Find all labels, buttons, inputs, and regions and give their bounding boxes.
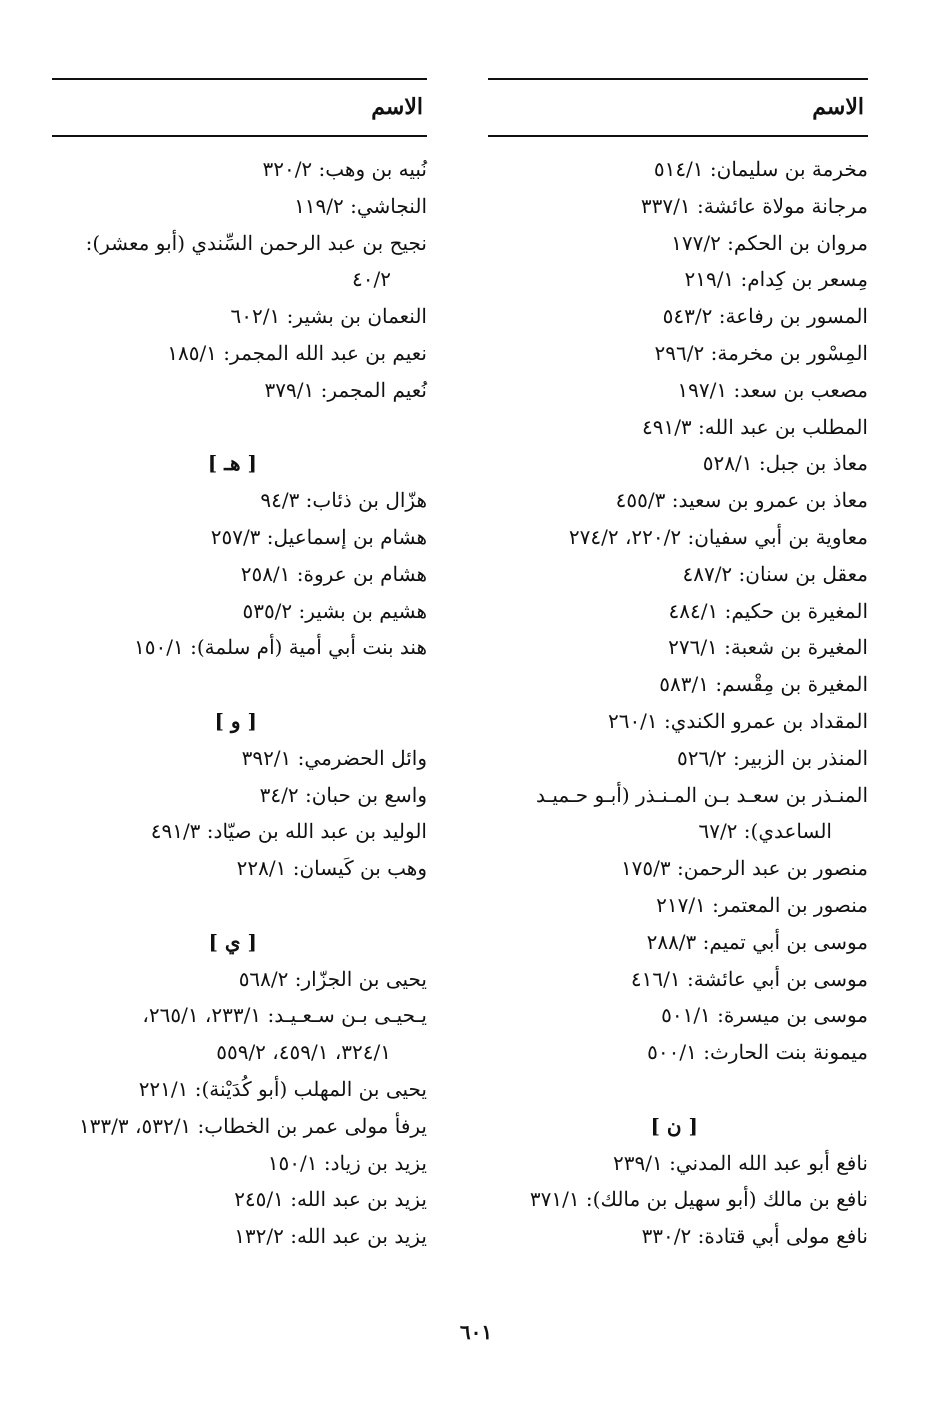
index-entry: وهب بن كَيسان: ٢٢٨/١ <box>236 856 427 881</box>
letter-heading-nun: [ ن ] <box>650 1113 698 1138</box>
entry-line: المنـذر بن سعـد بـن المـنـذر (أبـو حـميـد <box>535 782 868 807</box>
index-entry: مرجانة مولاة عائشة: ٣٣٧/١ <box>640 193 868 218</box>
index-entry: هشام بن إسماعيل: ٢٥٧/٣ <box>210 524 427 549</box>
entry-continuation: الساعدي): ٦٧/٢ <box>698 819 832 844</box>
index-entry-wrapped <box>488 777 868 851</box>
index-entry: مِسعر بن كِدام: ٢١٩/١ <box>684 267 868 292</box>
entry-continuation: ٣٢٤/١، ٤٥٩/١، ٥٥٩/٢ <box>216 1040 391 1065</box>
index-entry: نافع مولى أبي قتادة: ٣٣٠/٢ <box>641 1224 868 1249</box>
index-entry: يزيد بن عبد الله: ٢٤٥/١ <box>234 1187 427 1212</box>
section-gap <box>52 409 427 446</box>
entry-line: يـحيـى بـن سـعـيـد: ٢٣٣/١، ٢٦٥/١، <box>142 1003 427 1028</box>
heading-rule <box>488 135 868 137</box>
index-entry: هزّال بن ذئاب: ٩٤/٣ <box>260 488 427 513</box>
index-entry: منصور بن المعتمر: ٢١٧/١ <box>656 892 868 917</box>
section-gap <box>488 1071 868 1108</box>
letter-heading-waw: [ و ] <box>214 708 257 733</box>
index-entry: يحيى بن الجزّار: ٥٦٨/٢ <box>238 966 427 991</box>
index-entry: المنذر بن الزبير: ٥٢٦/٢ <box>676 745 868 770</box>
entry-line: نجيح بن عبد الرحمن السِّندي (أبو معشر): <box>85 230 427 255</box>
index-entry: يزيد بن عبد الله: ١٣٢/٢ <box>234 1224 427 1249</box>
index-entry: المطلب بن عبد الله: ٤٩١/٣ <box>641 414 868 439</box>
section-gap <box>52 666 427 703</box>
index-entry: المغيرة بن مِقْسم: ٥٨٣/١ <box>659 672 868 697</box>
index-entry: معقل بن سنان: ٤٨٧/٢ <box>682 561 868 586</box>
section-gap <box>52 887 427 924</box>
index-entry: النعمان بن بشير: ٦٠٢/١ <box>230 304 427 329</box>
index-entry: معاذ بن جبل: ٥٢٨/١ <box>702 451 868 476</box>
index-entry: يرفأ مولى عمر بن الخطاب: ٥٣٢/١، ١٣٣/٣ <box>78 1113 427 1138</box>
index-entry: مصعب بن سعد: ١٩٧/١ <box>677 377 868 402</box>
index-entry-wrapped <box>52 225 427 299</box>
index-entry: النجاشي: ١١٩/٢ <box>294 193 427 218</box>
column-heading: الاسم <box>371 94 423 120</box>
index-entry: هشام بن عروة: ٢٥٨/١ <box>240 561 427 586</box>
index-entry: نعيم بن عبد الله المجمر: ١٨٥/١ <box>167 340 427 365</box>
index-entry: هند بنت أبي أمية (أم سلمة): ١٥٠/١ <box>134 635 427 660</box>
index-column-right <box>488 78 868 1255</box>
index-entry: المغيرة بن شعبة: ٢٧٦/١ <box>668 635 868 660</box>
index-entry: واسع بن حبان: ٣٤/٢ <box>259 782 427 807</box>
heading-rule <box>52 135 427 137</box>
index-entry: موسى بن أبي تميم: ٢٨٨/٣ <box>646 929 868 954</box>
index-entry: معاذ بن عمرو بن سعيد: ٤٥٥/٣ <box>615 488 868 513</box>
index-entry: المِسْور بن مخرمة: ٢٩٦/٢ <box>654 340 868 365</box>
index-entry: ميمونة بنت الحارث: ٥٠٠/١ <box>647 1040 868 1065</box>
index-entry: معاوية بن أبي سفيان: ٢٢٠/٢، ٢٧٤/٢ <box>568 524 868 549</box>
index-column-left <box>52 78 427 1255</box>
index-entry: مخرمة بن سليمان: ٥١٤/١ <box>653 157 868 181</box>
entry-continuation: ٤٠/٢ <box>352 267 391 292</box>
letter-heading-ya: [ ي ] <box>208 929 257 954</box>
index-entry: هشيم بن بشير: ٥٣٥/٢ <box>242 598 427 623</box>
letter-heading-ha: [ هـ ] <box>207 451 257 476</box>
index-entry: موسى بن ميسرة: ٥٠١/١ <box>661 1003 868 1028</box>
index-entry: نُعيم المجمر: ٣٧٩/١ <box>264 377 427 402</box>
index-entry: نافع بن مالك (أبو سهيل بن مالك): ٣٧١/١ <box>529 1187 868 1212</box>
index-entry: منصور بن عبد الرحمن: ١٧٥/٣ <box>620 856 868 881</box>
index-entry: الوليد بن عبد الله بن صيّاد: ٤٩١/٣ <box>150 819 427 844</box>
column-heading: الاسم <box>812 94 864 120</box>
index-entry: يزيد بن زياد: ١٥٠/١ <box>267 1150 427 1175</box>
index-entry: نافع أبو عبد الله المدني: ٢٣٩/١ <box>613 1150 868 1175</box>
index-entry: المقداد بن عمرو الكندي: ٢٦٠/١ <box>607 708 868 733</box>
index-entry: مروان بن الحكم: ١٧٧/٢ <box>671 230 868 255</box>
index-entry-wrapped <box>52 997 427 1071</box>
index-entry: المسور بن رفاعة: ٥٤٣/٢ <box>662 304 868 329</box>
index-entry: يحيى بن المهلب (أبو كُدَيْنة): ٢٢١/١ <box>138 1076 427 1101</box>
index-entry: المغيرة بن حكيم: ٤٨٤/١ <box>668 598 868 623</box>
index-entry: نُبيه بن وهب: ٣٢٠/٢ <box>262 157 427 181</box>
page-number: ٦٠١ <box>459 1320 493 1344</box>
index-entry: وائل الحضرمي: ٣٩٢/١ <box>241 745 427 770</box>
index-entry: موسى بن أبي عائشة: ٤١٦/١ <box>630 966 868 991</box>
